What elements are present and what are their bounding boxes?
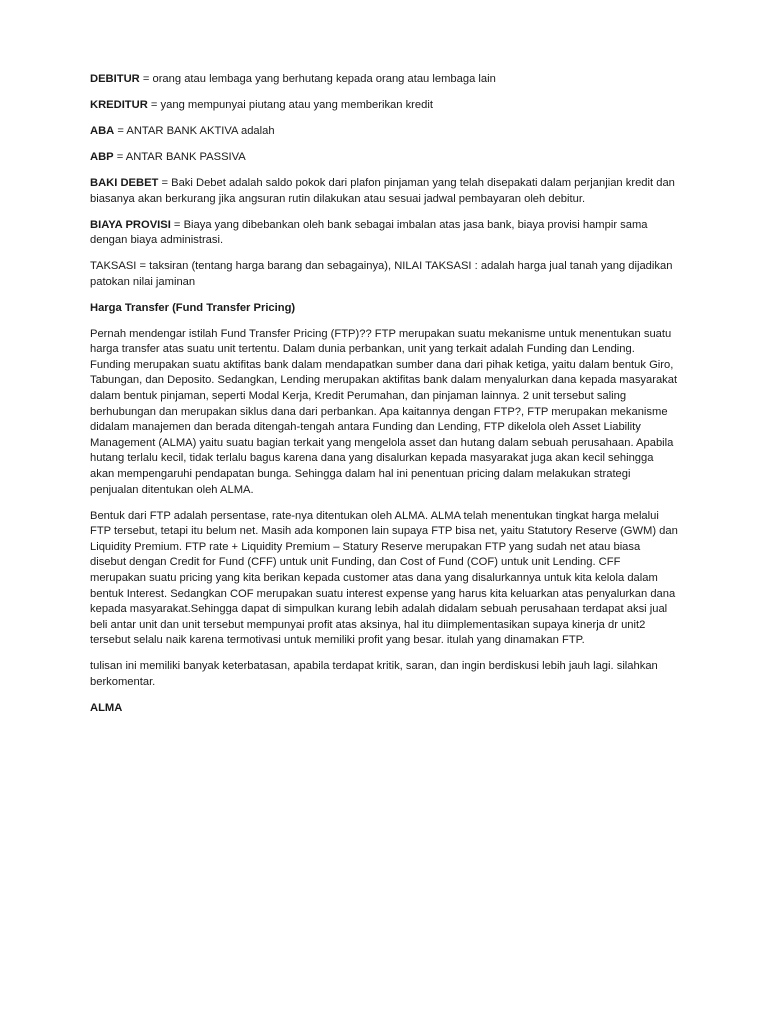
definition-term: KREDITUR — [90, 98, 148, 111]
definition-text: = yang mempunyai piutang atau yang memberikan kredit — [147, 98, 433, 111]
body-paragraph: Pernah mendengar istilah Fund Transfer Pricing (FTP)?? FTP merupakan suatu mekanisme untuk menentukan suatu harga transfer atas suatu unit tertentu. Dalam dunia perbankan, unit yang terkait adalah Funding dan Lending. Funding merupakan suatu aktifitas bank dalam mendapatkan sumber dana dari pihak ketiga, yaitu dalam bentuk Giro, Tabungan, dan Deposito. Sedangkan, Lending merupakan aktifitas bank dalam menyalurkan dana kepada masyarakat dalam bentuk pinjaman, seperti Modal Kerja, Kredit Perumahan, dan pinjaman lainnya. 2 unit tersebut saling berhubungan dan merupakan siklus dana dari perbankan. Apa kaitannya dengan FTP?, FTP merupakan mekanisme didalam manajemen dan berada ditengah-tengah antara Funding dan Lending, FTP dikelola oleh Asset Liability Management (ALMA) yaitu suatu bagian terkait yang mengelola asset dan hutang dalam sebuah perusahaan. Apabila hutang terlalu kecil, tidak terlalu bagus karena dana yang disalurkan kepada masyarakat juga akan kecil sehingga akan mempengaruhi pendapatan bunga. Sehingga dalam hal ini penentuan pricing dalam melakukan strategi penjualan ditentukan oleh ALMA. — [90, 327, 678, 496]
signature: ALMA — [90, 701, 123, 714]
body-paragraph: Bentuk dari FTP adalah persentase, rate-nya ditentukan oleh ALMA. ALMA telah menentukan tingkat harga melalui FTP tersebut, tetapi itu belum net. Masih ada komponen lain supaya FTP bisa net, yaitu Statutory Reserve (GWM) dan Liquidity Premium. FTP rate + Liquidity Premium – Statury Reserve merupakan FTP yang sudah net atau biasa disebut dengan Credit for Fund (CFF) untuk unit Funding, dan Cost of Fund (COF) untuk unit Lending. CFF merupakan suatu pricing yang kita berikan kepada customer atas dana yang disalurkannya untuk kita kelola dalam bentuk Interest. Sedangkan COF merupakan suatu interest expense yang harus kita keluarkan atas penyalurkan dana kepada masyarakat.Sehingga dapat di simpulkan kurang lebih adalah didalam sebuah perusahaan terdapat aksi jual beli antar unit dan unit tersebut mempunyai profit atas aksinya, hal itu diimplementasikan supaya kinerja dr unit2 tersebut selalu naik karena termotivasi untuk memiliki profit yang besar. itulah yang dinamakan FTP. — [90, 509, 678, 647]
definition-abp — [90, 150, 678, 166]
definition-taksasi: TAKSASI = taksiran (tentang harga barang dan sebagainya), NILAI TAKSASI : adalah harga jual tanah yang dijadikan patokan nilai jaminan — [90, 260, 673, 288]
definition-text: = Baki Debet adalah saldo pokok dari plafon pinjaman yang telah disepakati dalam perjanjian kredit dan biasanya akan berkurang jika angsuran rutin dilakukan atau sesuai jadwal pembayaran oleh debitur. — [90, 176, 675, 205]
definition-baki-debet — [90, 176, 678, 207]
definition-text: = ANTAR BANK AKTIVA adalah — [114, 124, 275, 137]
definition-term: BIAYA PROVISI — [90, 218, 171, 231]
definition-term: ABA — [90, 124, 115, 137]
definition-text: = ANTAR BANK PASSIVA — [113, 150, 246, 163]
definition-term: ABP — [90, 150, 114, 163]
definition-text: = orang atau lembaga yang berhutang kepada orang atau lembaga lain — [139, 73, 496, 85]
definition-term: DEBITUR — [90, 73, 140, 85]
definition-aba — [90, 124, 678, 140]
definition-term: BAKI DEBET — [90, 176, 159, 189]
definition-kreditur — [90, 98, 678, 114]
definition-text: = Biaya yang dibebankan oleh bank sebagai imbalan atas jasa bank, biaya provisi hampir sama dengan biaya administrasi. — [90, 218, 648, 247]
section-heading: Harga Transfer (Fund Transfer Pricing) — [90, 301, 296, 314]
definition-biaya-provisi — [90, 218, 678, 249]
closing-paragraph: tulisan ini memiliki banyak keterbatasan, apabila terdapat kritik, saran, dan ingin berdiskusi lebih jauh lagi. silahkan berkomentar. — [90, 660, 658, 688]
definition-debitur — [90, 72, 678, 88]
